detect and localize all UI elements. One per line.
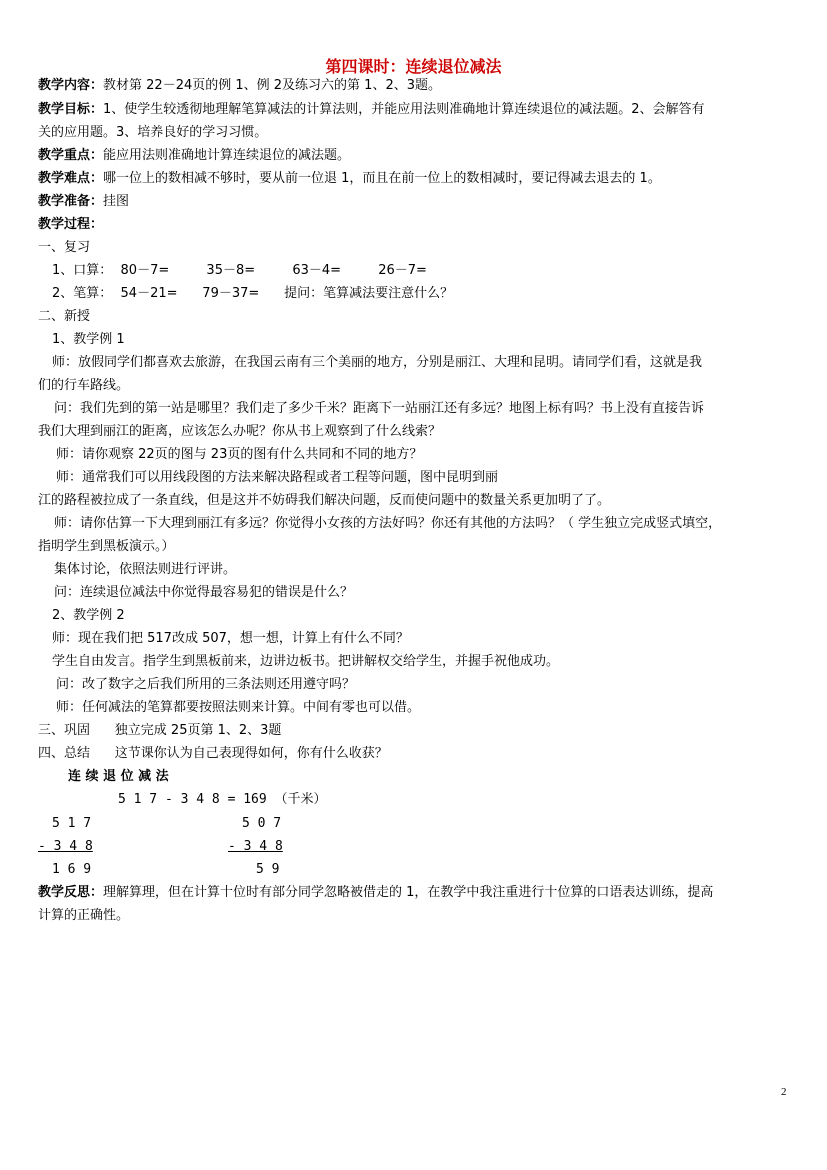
paragraph-9: 学生自由发言。指学生到黑板前来，边讲边板书。把讲解权交给学生，并握手祝他成功。 <box>52 654 560 669</box>
section-review: 一、复习 <box>38 240 91 255</box>
content-label: 教学内容： <box>38 78 104 93</box>
paragraph-10: 问：改了数字之后我们所用的三条法则还用遵守吗？ <box>56 677 356 692</box>
paragraph-4a: 师：通常我们可以用线段图的方法来解决路程或者工程等问题，图中昆明到丽 <box>56 470 499 485</box>
content-line <box>38 78 798 94</box>
oral-arithmetic: 1、口算： 80－7= 35－8= 63－4= 26－7= <box>52 263 427 278</box>
paragraph-2b: 我们大理到丽江的距离，应该怎么办呢？你从书上观察到了什么线索？ <box>38 424 442 439</box>
prep-text: 挂图 <box>103 194 130 209</box>
calc2-result: 5 9 <box>256 862 280 877</box>
written-arithmetic: 2、笔算： 54－21= 79－37= 提问：笔算减法要注意什么？ <box>52 286 454 301</box>
difficulties-text: 哪一位上的数相减不够时，要从前一位退 1，而且在前一位上的数相减时，要记得减去退去的 1。 <box>103 171 661 186</box>
key-points-line <box>38 148 798 164</box>
example-1-heading: 1、教学例 1 <box>52 332 125 347</box>
key-points-text: 能应用法则准确地计算连续退位的减法题。 <box>103 148 351 163</box>
lesson-title: 第四课时：连续退位减法 <box>325 57 502 76</box>
reflection-label: 教学反思： <box>38 885 104 900</box>
paragraph-7: 问：连续退位减法中你觉得最容易犯的错误是什么？ <box>54 585 354 600</box>
goals-label: 教学目标： <box>38 102 104 117</box>
paragraph-1a: 师：放假同学们都喜欢去旅游，在我国云南有三个美丽的地方，分别是丽江、大理和昆明。请同学们看，这就是我 <box>52 355 703 370</box>
section-summary: 四、总结 这节课你认为自己表现得如何，你有什么收获？ <box>38 746 388 761</box>
paragraph-5a: 师：请你估算一下大理到丽江有多远？你觉得小女孩的方法好吗？你还有其他的方法吗？（ 学生独立完成竖式填空， <box>54 516 722 531</box>
difficulties-label: 教学难点： <box>38 171 104 186</box>
board-equation: 5 1 7 - 3 4 8 = 169 （千米） <box>118 792 327 807</box>
reflection-text-1: 理解算理，但在计算十位时有部分同学忽略被借走的 1，在教学中我注重进行十位算的口语表达训练，提高 <box>103 885 714 900</box>
goals-line-2: 关的应用题。3、培养良好的学习习惯。 <box>38 125 268 140</box>
goals-text-1: 1、使学生较透彻地理解笔算减法的计算法则，并能应用法则准确地计算连续退位的减法题。2、会解答有 <box>103 102 705 117</box>
prep-label: 教学准备： <box>38 194 104 209</box>
paragraph-6: 集体讨论，依照法则进行评讲。 <box>54 562 237 577</box>
paragraph-1b: 们的行车路线。 <box>38 378 130 393</box>
difficulties-line <box>38 171 798 187</box>
paragraph-8: 师：现在我们把 517改成 507，想一想，计算上有什么不同？ <box>52 631 409 646</box>
section-new: 二、新授 <box>38 309 91 324</box>
example-2-heading: 2、教学例 2 <box>52 608 125 623</box>
paragraph-2a: 问：我们先到的第一站是哪里？我们走了多少千米？距离下一站丽江还有多远？地图上标有吗？书上没有直接告诉 <box>54 401 705 416</box>
process-label: 教学过程： <box>38 217 104 232</box>
calc2-top: 5 0 7 <box>242 816 282 831</box>
paragraph-5b: 指明学生到黑板演示。） <box>38 539 175 554</box>
key-points-label: 教学重点： <box>38 148 104 163</box>
prep-line <box>38 194 798 210</box>
calc1-subtrahend: - 3 4 8 <box>38 839 93 854</box>
section-consolidate: 三、巩固 独立完成 25页第 1、2、3题 <box>38 723 282 738</box>
paragraph-4b: 江的路程被拉成了一条直线，但是这并不妨碍我们解决问题，反而使问题中的数量关系更加明了了。 <box>38 493 611 508</box>
reflection-line-2: 计算的正确性。 <box>38 908 130 923</box>
calc1-result: 1 6 9 <box>52 862 92 877</box>
paragraph-3: 师：请你观察 22页的图与 23页的图有什么共同和不同的地方？ <box>56 447 423 462</box>
page-number: 2 <box>781 1086 787 1098</box>
paragraph-11: 师：任何减法的笔算都要按照法则来计算。中间有零也可以借。 <box>56 700 421 715</box>
calc1-top: 5 1 7 <box>52 816 92 831</box>
reflection-line-1 <box>38 885 798 901</box>
calc2-subtrahend: - 3 4 8 <box>228 839 283 854</box>
goals-line-1 <box>38 102 798 118</box>
content-text: 教材第 22－24页的例 1、例 2及练习六的第 1、2、3题。 <box>103 78 441 93</box>
board-title: 连 续 退 位 减 法 <box>68 769 169 784</box>
